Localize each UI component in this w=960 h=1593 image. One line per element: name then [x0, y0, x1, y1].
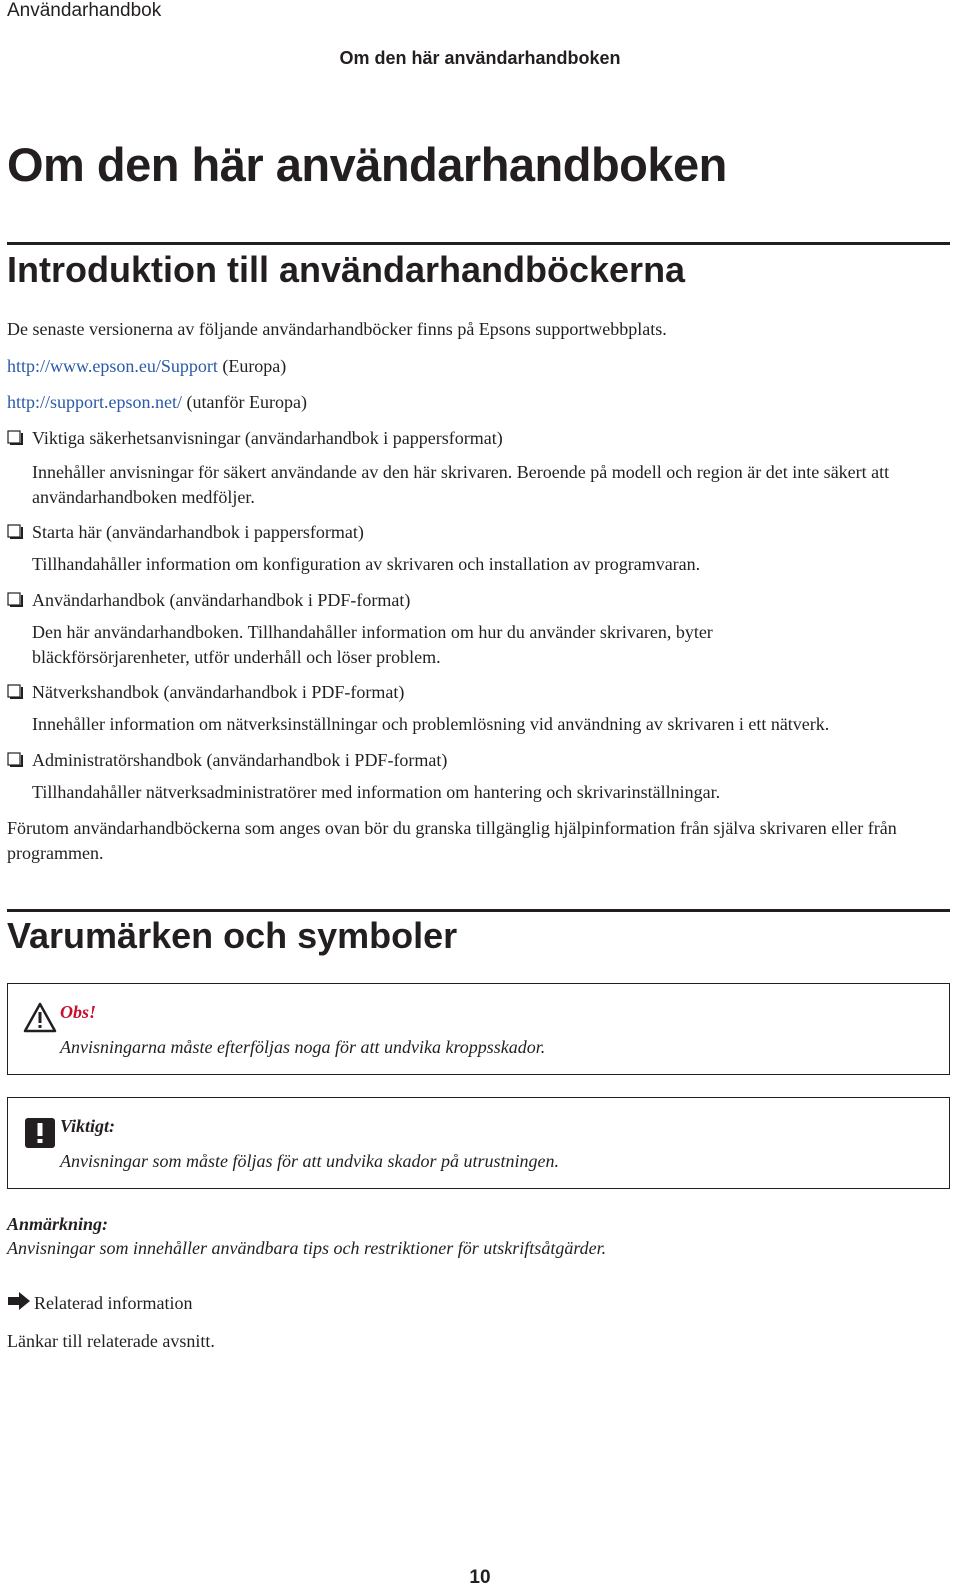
- checkbox-icon: [7, 750, 25, 773]
- heading-rule: [7, 909, 950, 912]
- warning-triangle-icon: [23, 1002, 57, 1038]
- intro-heading: Introduktion till användarhandböckerna: [7, 249, 686, 290]
- checkbox-icon: [7, 682, 25, 705]
- exclamation-icon: [25, 1118, 55, 1152]
- intro-lead: De senaste versionerna av följande användarhandböcker finns på Epsons supportwebbplats.: [7, 319, 667, 339]
- link-row-global: [7, 390, 307, 415]
- related-info-label[interactable]: Relaterad information: [34, 1293, 193, 1313]
- symbols-heading: Varumärken och symboler: [7, 915, 458, 956]
- important-text: Anvisningar som måste följas för att undvika skador på utrustningen.: [60, 1151, 559, 1171]
- list-item-title: Administratörshandbok (användarhandbok i PDF-format): [32, 750, 448, 770]
- list-item-desc: Tillhandahåller information om konfiguration av skrivaren och installation av programvaran.: [32, 554, 701, 574]
- list-item-desc: Tillhandahåller nätverksadministratörer med information om hantering och skrivarinställningar.: [32, 782, 721, 802]
- caution-text: Anvisningarna måste efterföljas noga för att undvika kroppsskador.: [60, 1037, 546, 1057]
- list-item-title: Starta här (användarhandbok i pappersformat): [32, 522, 364, 542]
- list-item-desc: Innehåller anvisningar för säkert användande av den här skrivaren. Beroende på modell och region är det inte säkert att användarhandboken medföljer.: [32, 462, 890, 507]
- intro-closing: Förutom användarhandböckerna som anges ovan bör du granska tillgänglig hjälpinformation från själva skrivaren eller från programmen.: [7, 818, 897, 863]
- related-info-text: Länkar till relaterade avsnitt.: [7, 1331, 215, 1351]
- support-link-europe[interactable]: http://www.epson.eu/Support: [7, 356, 218, 376]
- note-text: Anvisningar som innehåller användbara tips och restriktioner för utskriftsåtgärder.: [7, 1238, 607, 1258]
- important-box: [7, 1097, 950, 1189]
- page-title: Om den här användarhandboken: [7, 138, 727, 191]
- list-item-title: Användarhandbok (användarhandbok i PDF-format): [32, 590, 411, 610]
- link-suffix: (utanför Europa): [186, 392, 307, 412]
- support-link-global[interactable]: http://support.epson.net/: [7, 392, 182, 412]
- caution-label: Obs!: [60, 1002, 97, 1022]
- list-item-desc: Den här användarhandboken. Tillhandahåller information om hur du använder skrivaren, byter bläckförsörjarenheter, utför underhåll och löser problem.: [32, 622, 713, 667]
- running-title: Användarhandbok: [7, 0, 162, 21]
- section-title: Om den här användarhandboken: [339, 48, 621, 68]
- checkbox-icon: [7, 590, 25, 613]
- caution-box: [7, 983, 950, 1075]
- list-item-title: Nätverkshandbok (användarhandbok i PDF-format): [32, 682, 405, 702]
- important-label: Viktigt:: [60, 1116, 116, 1136]
- link-row-europe: [7, 354, 286, 379]
- page-number: 10: [469, 1567, 491, 1588]
- note-label: Anmärkning:: [7, 1214, 109, 1234]
- arrow-right-icon: [7, 1290, 31, 1316]
- checkbox-icon: [7, 522, 25, 545]
- checkbox-icon: [7, 428, 25, 451]
- list-item-desc: Innehåller information om nätverksinställningar och problemlösning vid användning av skrivaren i ett nätverk.: [32, 714, 830, 734]
- list-item-title: Viktiga säkerhetsanvisningar (användarhandbok i pappersformat): [32, 428, 503, 448]
- link-suffix: (Europa): [222, 356, 287, 376]
- heading-rule: [7, 242, 950, 245]
